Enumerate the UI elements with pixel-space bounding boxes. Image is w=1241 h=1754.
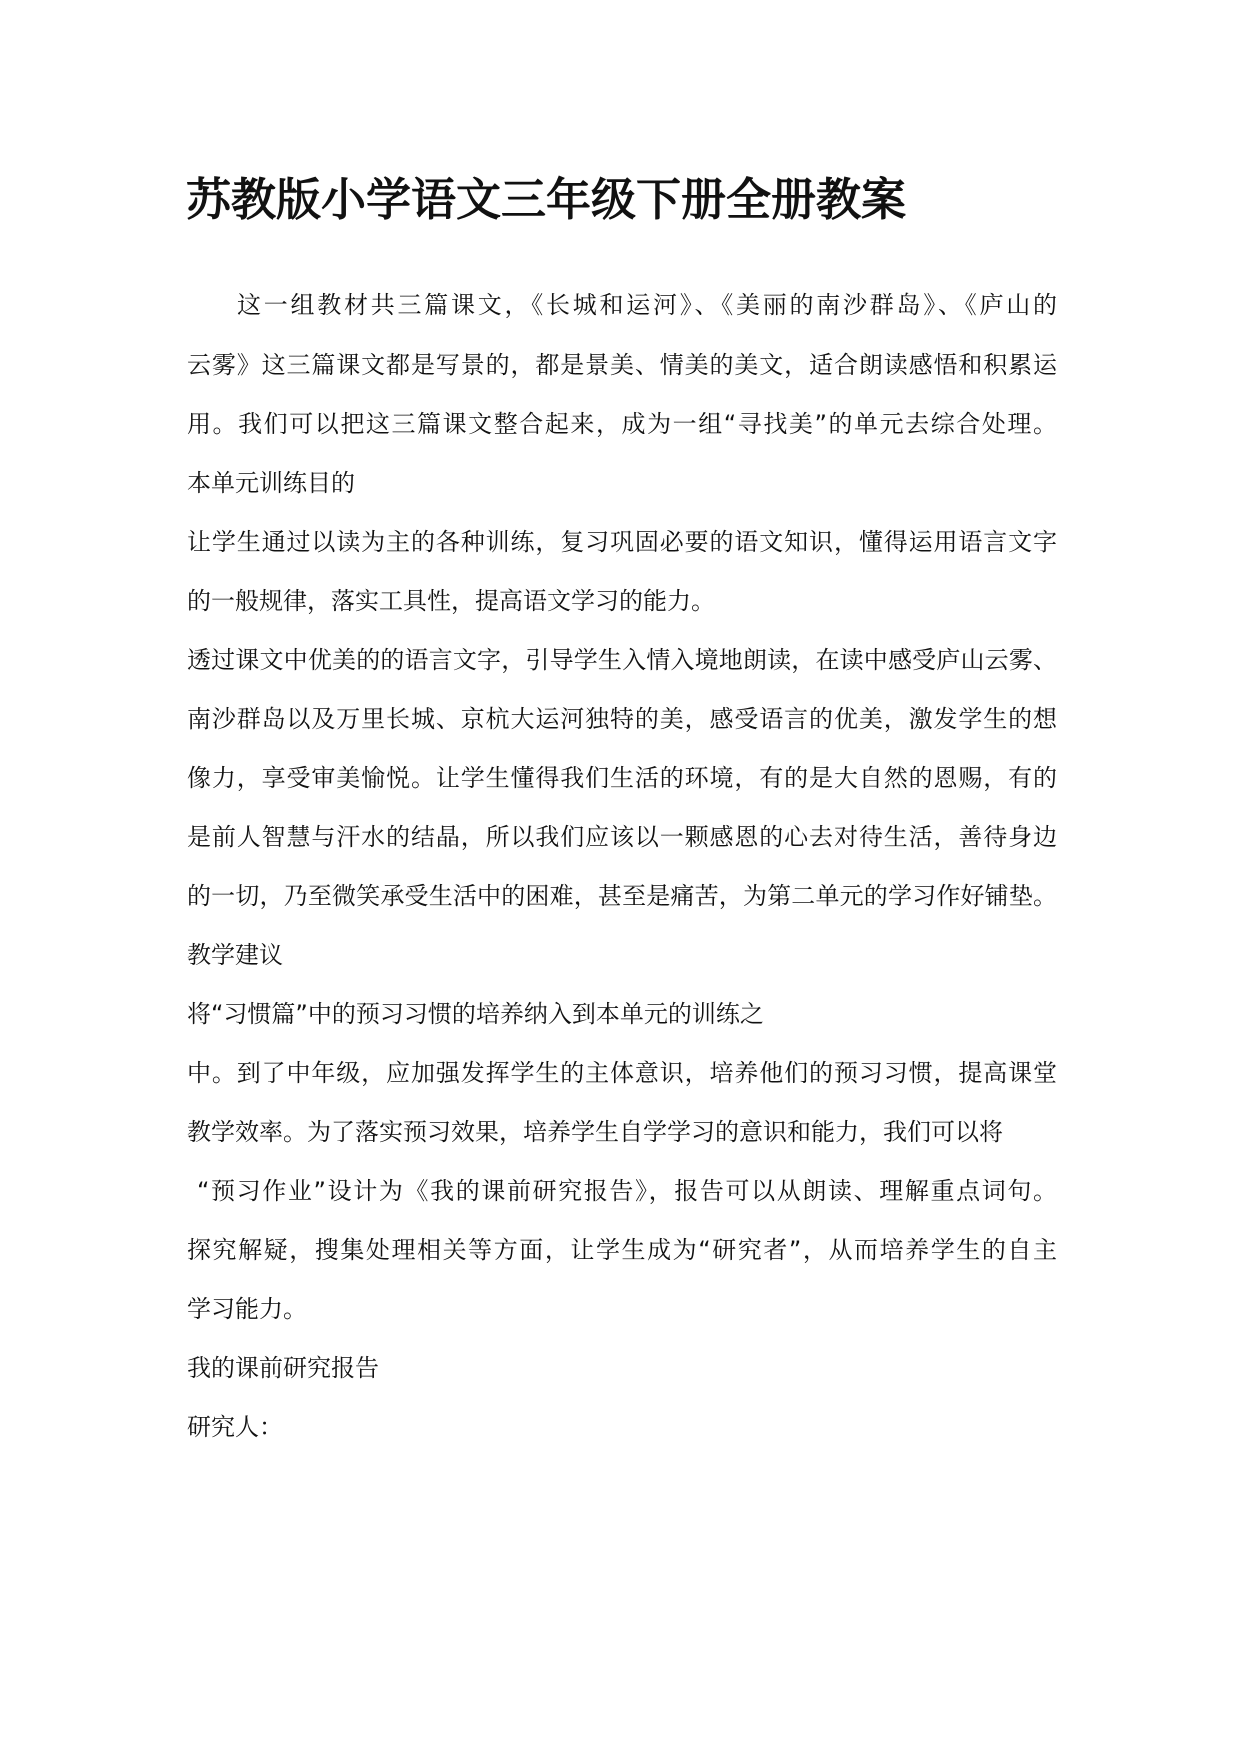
paragraph-line: 教学效率。为了落实预习效果，培养学生自学学习的意识和能力，我们可以将 <box>187 1118 1003 1146</box>
paragraph-line: 透过课文中优美的的语言文字，引导学生入情入境地朗读，在读中感受庐山云雾、 <box>187 646 1057 674</box>
paragraph-line: 南沙群岛以及万里长城、京杭大运河独特的美，感受语言的优美，激发学生的想 <box>187 705 1057 733</box>
paragraph-line: “预习作业”设计为《我的课前研究报告》，报告可以从朗读、理解重点词句。 <box>197 1177 1057 1205</box>
paragraph-line: 云雾》这三篇课文都是写景的，都是景美、情美的美文，适合朗读感悟和积累运 <box>187 351 1057 379</box>
paragraph-line: 将“习惯篇”中的预习习惯的培养纳入到本单元的训练之 <box>187 1000 764 1028</box>
paragraph-line: 的一切，乃至微笑承受生活中的困难，甚至是痛苦，为第二单元的学习作好铺垫。 <box>187 882 1057 910</box>
section-heading-teaching-suggestion: 教学建议 <box>187 941 283 969</box>
paragraph-line: 探究解疑，搜集处理相关等方面，让学生成为“研究者”，从而培养学生的自主 <box>187 1236 1057 1264</box>
report-title: 我的课前研究报告 <box>187 1354 379 1382</box>
paragraph-line: 像力，享受审美愉悦。让学生懂得我们生活的环境，有的是大自然的恩赐，有的 <box>187 764 1057 792</box>
section-heading-training-goal: 本单元训练目的 <box>187 469 355 497</box>
paragraph-line: 的一般规律，落实工具性，提高语文学习的能力。 <box>187 587 715 615</box>
paragraph-line: 学习能力。 <box>187 1295 307 1323</box>
researcher-label: 研究人： <box>187 1413 283 1441</box>
paragraph-line: 中。到了中年级，应加强发挥学生的主体意识，培养他们的预习习惯，提高课堂 <box>187 1059 1057 1087</box>
paragraph-line: 让学生通过以读为主的各种训练，复习巩固必要的语文知识，懂得运用语言文字 <box>187 528 1057 556</box>
paragraph-line: 这一组教材共三篇课文，《长城和运河》、《美丽的南沙群岛》、《庐山的 <box>237 291 1057 319</box>
paragraph-line: 用。我们可以把这三篇课文整合起来，成为一组“寻找美”的单元去综合处理。 <box>187 410 1057 438</box>
document-title: 苏教版小学语文三年级下册全册教案 <box>186 173 907 226</box>
paragraph-line: 是前人智慧与汗水的结晶，所以我们应该以一颗感恩的心去对待生活，善待身边 <box>187 823 1057 851</box>
